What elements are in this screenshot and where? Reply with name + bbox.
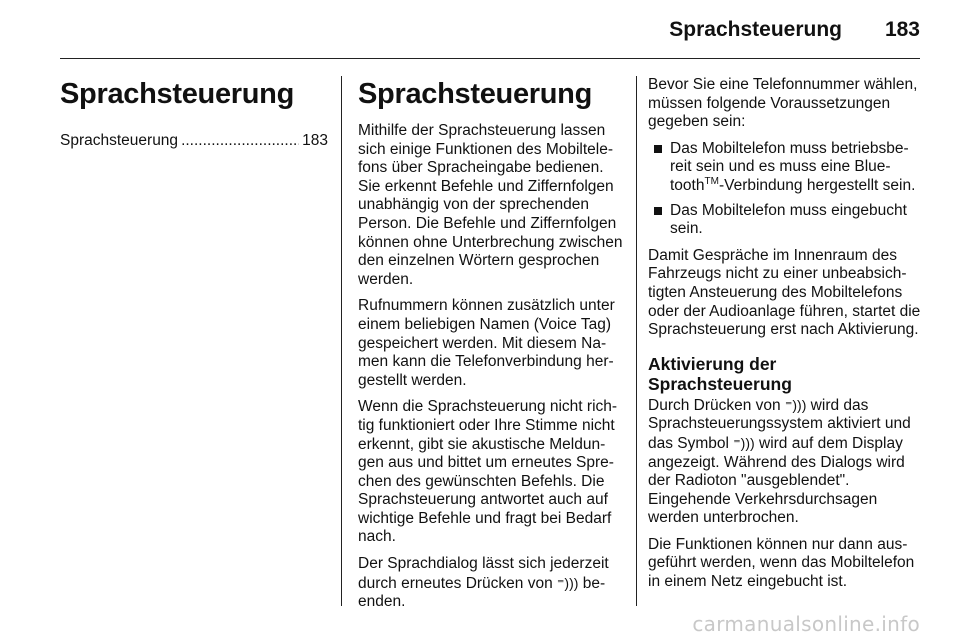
page-number: 183 [884,18,920,41]
toc-leader-dots [181,132,299,151]
trademark-sup: TM [704,175,719,187]
main-column [358,76,624,620]
list-item [648,140,923,196]
watermark: carmanualsonline.info [692,612,920,636]
voice-control-icon: ⁼))) [733,434,755,451]
list-item: Das Mobiltelefon muss eingebucht sein. [648,202,923,239]
list-item-text: -Verbindung hergestellt sein. [718,176,916,194]
voice-control-icon: ⁼))) [557,574,579,591]
paragraph: Damit Gespräche im Innenraum des Fahrzeugs nicht zu einer unbeabsichtigten Ansteuerung des Mobiltelefons oder der Audioanlage führen, startet die Sprachsteuerung erst nach Aktivierung. [648,246,921,339]
paragraph-text: wird das Sprachsteuerungssystem aktiviert und das Symbol [648,396,911,452]
toc-title: Sprachsteuerung [60,78,294,110]
toc-entry[interactable] [60,132,328,151]
voice-control-icon: ⁼))) [784,396,807,413]
paragraph-text: wird auf dem Display angezeigt. Während des Dialogs wird der Radioton "ausgeblendet". Eingehende Verkehrsdurchsagen werden unterbrochen. [648,434,905,527]
header-title: Sprachsteuerung [669,18,842,41]
column-divider [636,76,637,606]
toc-entry-page: 183 [302,132,328,149]
paragraph [648,396,923,528]
paragraph-text: beenden. [358,574,606,611]
paragraph: Rufnummern können zusätzlich unter einem beliebigen Namen (Voice Tag) gespeichert werden. Mit diesem Namen kann die Telefonverbindung hergestellt werden. [358,297,615,389]
toc-column [60,76,328,151]
paragraph: Mithilfe der Sprachsteuerung lassen sich einige Funktionen des Mobiltelefons über Spracheingabe bedienen. Sie erkennt Befehle und Ziffernfolgen unabhängig von der sprechenden Person. Die Befehle und Ziffernfolgen können ohne Unterbrechung zwischen den einzelnen Wörtern gesprochen werden. [358,122,623,288]
header-rule [60,58,920,59]
toc-entry-label: Sprachsteuerung [60,132,179,149]
column-divider [341,76,342,606]
list-item-text: Das Mobiltelefon muss betriebsbereit sein und es muss eine Bluetooth [670,139,909,194]
paragraph: Wenn die Sprachsteuerung nicht richtig funktioniert oder Ihre Stimme nicht erkennt, gibt sie akustische Meldungen aus und bittet um erneutes Sprechen des gewünschten Befehls. Die Sprachsteuerung antwortet auch auf wichtige Befehle und fragt bei Bedarf nach. [358,398,618,546]
subsection-title: Aktivierung der Sprachsteuerung [648,353,792,394]
section-title: Sprachsteuerung [358,78,592,110]
requirements-list [648,140,923,239]
paragraph: Die Funktionen können nur dann ausgeführt werden, wenn das Mobiltelefon in einem Netz eingebucht ist. [648,535,915,591]
paragraph: Bevor Sie eine Telefonnummer wählen, müssen folgende Voraussetzungen gegeben sein: [648,76,918,131]
paragraph-text: Der Sprachdialog lässt sich jederzeit durch erneutes Drücken von [358,555,609,592]
side-column [648,76,923,600]
paragraph [358,555,624,612]
paragraph-text: Durch Drücken von [648,396,785,414]
